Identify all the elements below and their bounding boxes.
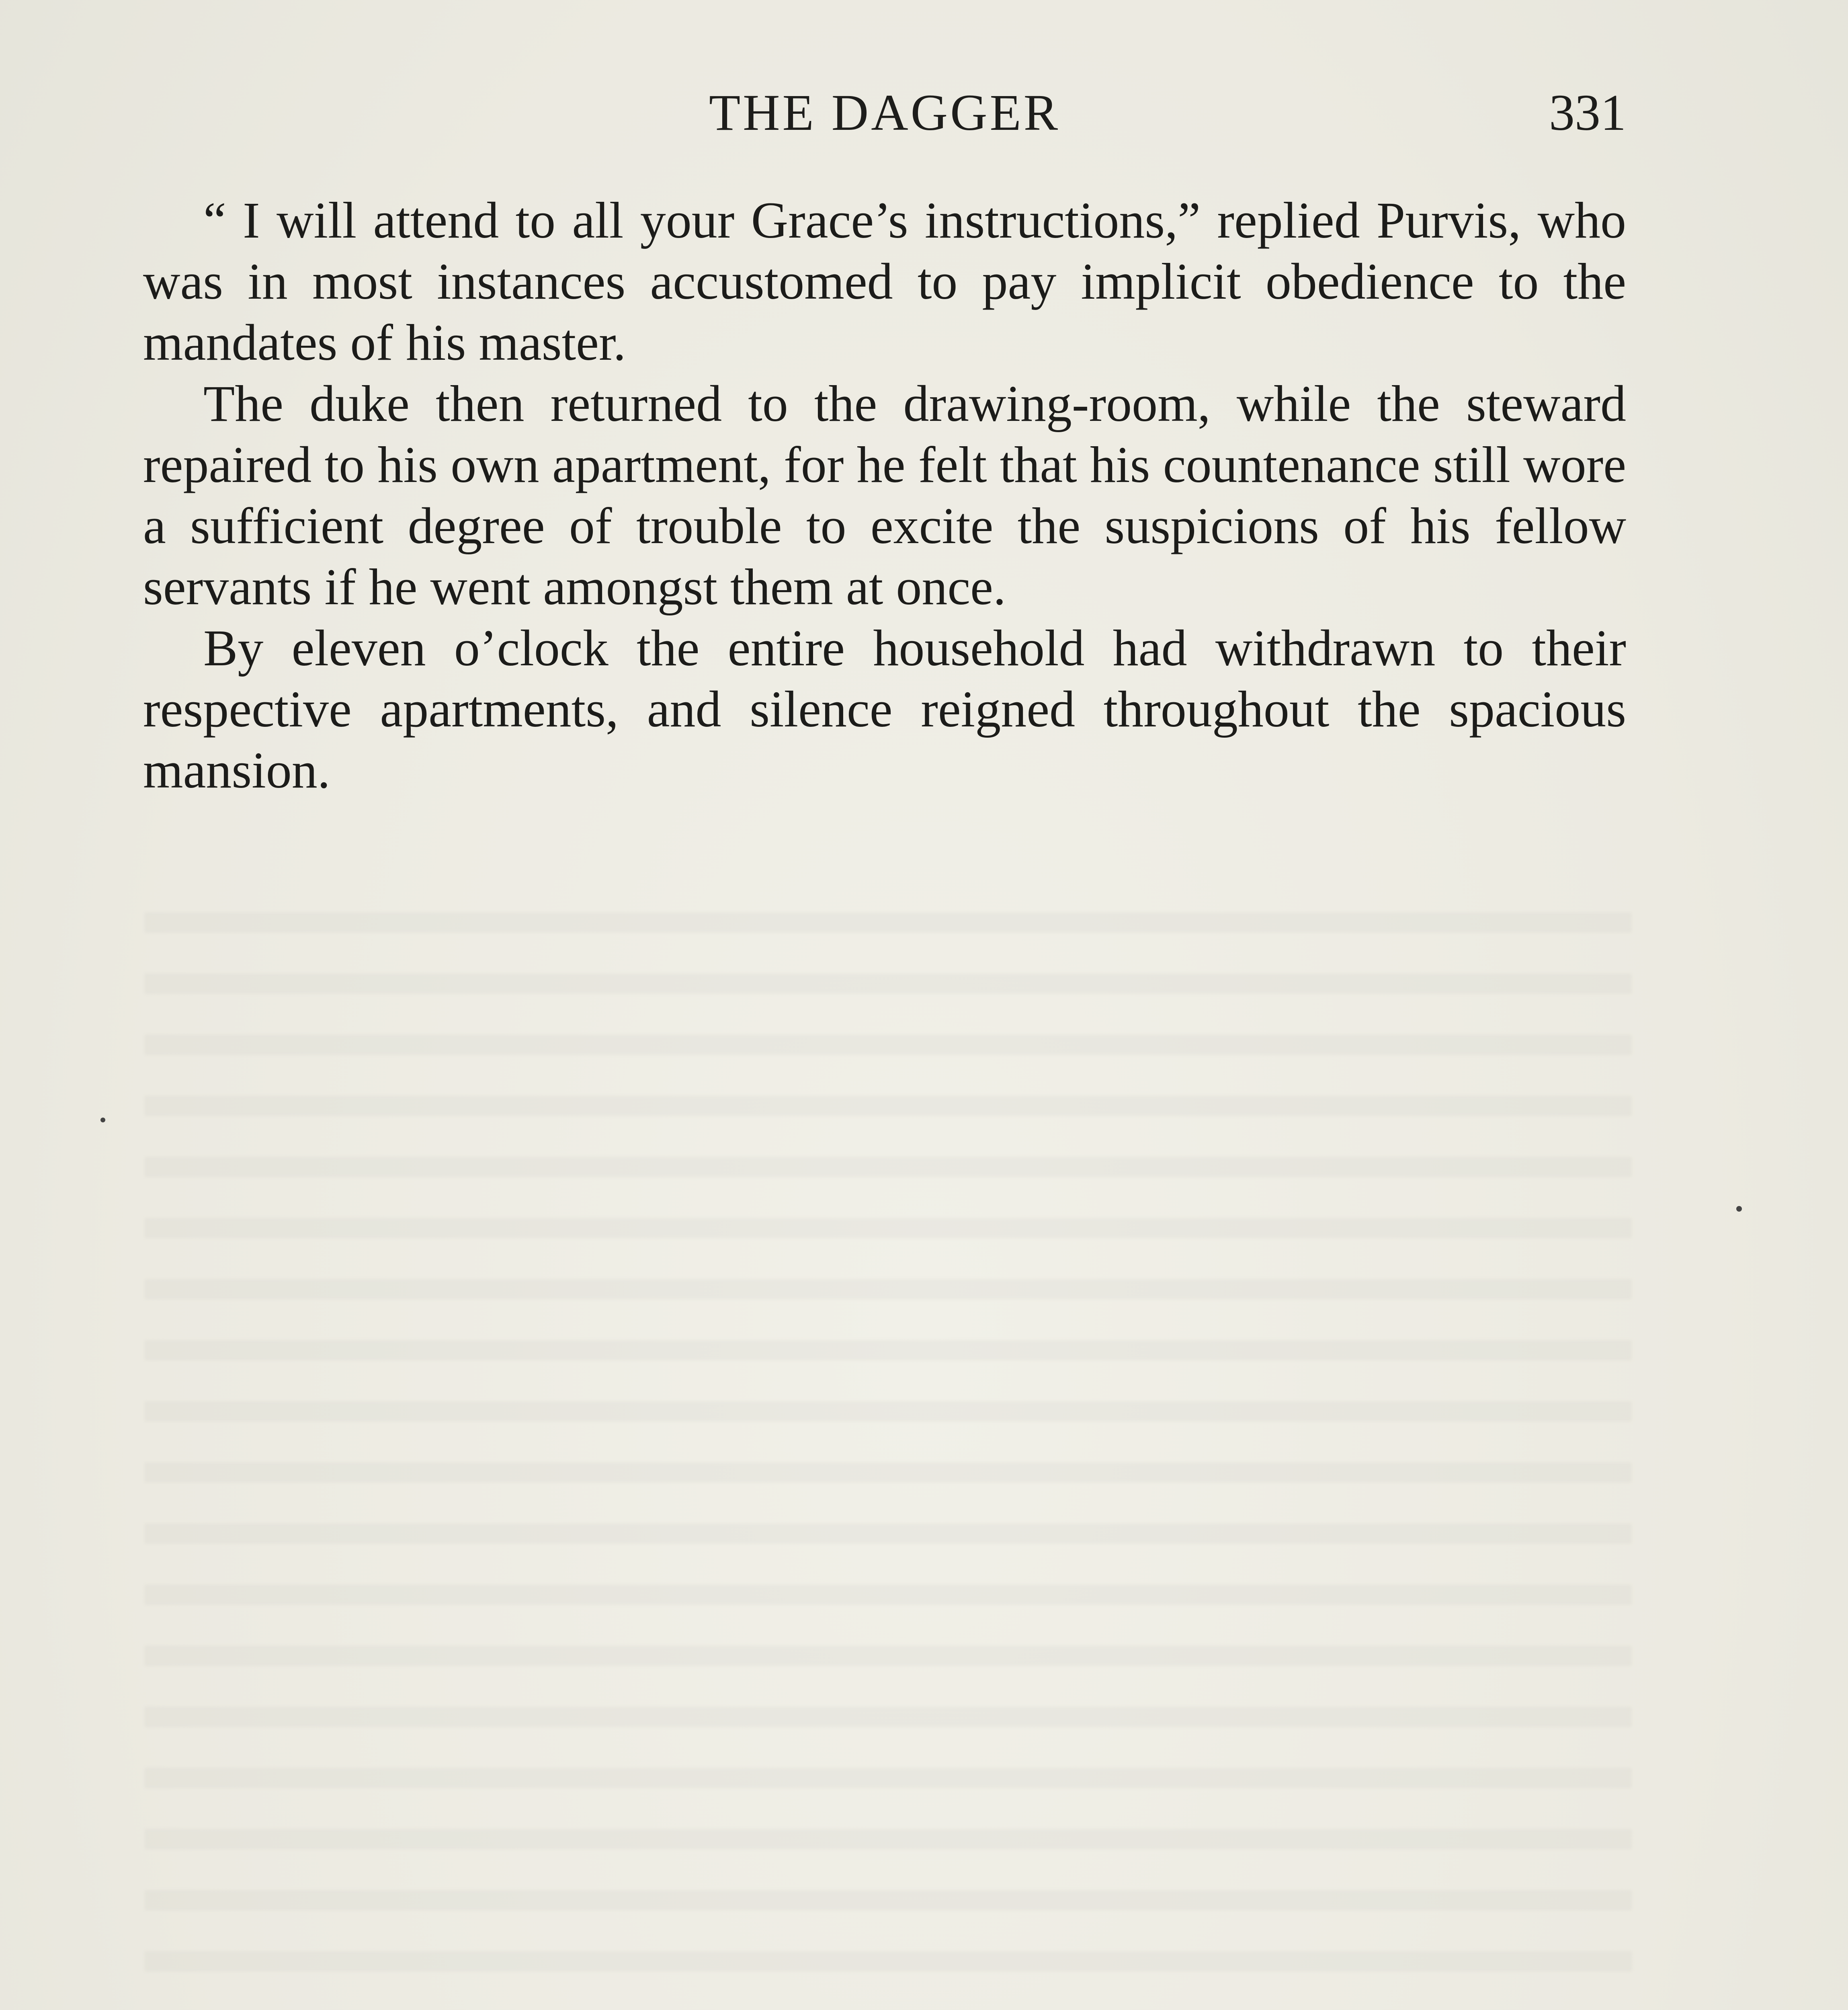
page-header — [143, 80, 1626, 145]
page-number: 331 — [1549, 84, 1626, 141]
body-text — [143, 190, 1626, 801]
ink-speck — [100, 1118, 105, 1122]
ink-speck — [1736, 1206, 1742, 1212]
paragraph-1: “ I will attend to all your Grace’s instructions,” replied Purvis, who was in most instances accustomed to pay implicit obedience to the mandates of his master. — [143, 192, 1626, 371]
reverse-page-bleed-through — [145, 876, 1632, 2010]
running-head: THE DAGGER — [709, 84, 1061, 141]
paragraph-3: By eleven o’clock the entire household had withdrawn to their respective apartments, and silence reigned throughout the spacious mansion. — [143, 619, 1626, 799]
paragraph-2: The duke then returned to the drawing-room, while the steward repaired to his own apartment, for he felt that his countenance still wore a sufficient degree of trouble to excite the suspicions of his fellow servants if he went amongst them at once. — [143, 375, 1626, 615]
